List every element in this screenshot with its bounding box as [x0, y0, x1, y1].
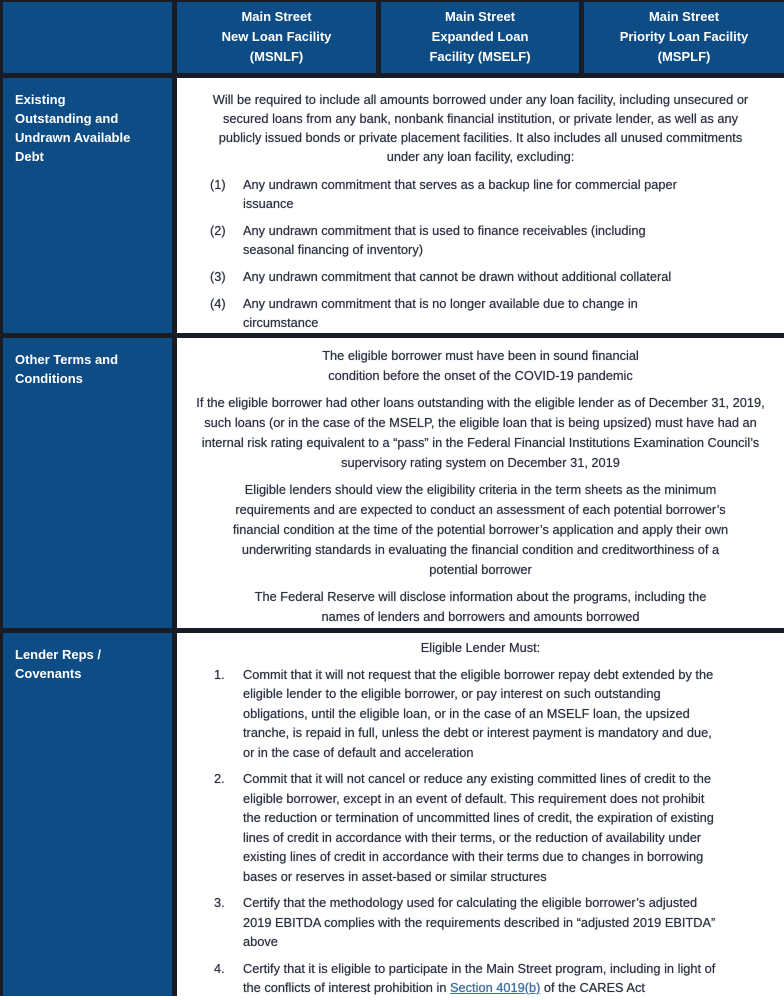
paragraph: The Federal Reserve will disclose information about the programs, including the names of lenders and borrowers and amounts borrowed — [254, 589, 707, 624]
row-label-text: Other Terms and Conditions — [15, 352, 119, 386]
intro-paragraph: Will be required to include all amounts borrowed under any loan facility, including unsecured or secured loans from any bank, nonbank financial institution, or private lender, as well as any publicly issued bonds or private placement facilities. It also includes all unused commitments under any loan facility, excluding: — [212, 92, 749, 164]
header-line: (MSNLF) — [249, 49, 304, 64]
list-item-text: Any undrawn commitment that is no longer available due to change in circumstance — [243, 296, 638, 330]
list-item — [191, 221, 770, 259]
column-header-mself — [381, 2, 579, 73]
header-line: Priority Loan Facility — [619, 29, 749, 44]
list-marker: (2) — [210, 223, 226, 238]
list-item — [191, 175, 770, 213]
row-content-existing-debt — [177, 78, 784, 333]
row-content-other-terms — [177, 338, 784, 628]
header-line: Main Street — [241, 9, 312, 24]
intro-paragraph: Eligible Lender Must: — [420, 640, 541, 655]
list-marker: 2. — [214, 771, 225, 786]
paragraph: Eligible lenders should view the eligibility criteria in the term sheets as the minimum requirements and are expected to conduct an assessment of each potential borrower’s financial condition at the time of the potential borrower’s application and apply their own underwriting standards in evaluating the financial condition and creditworthiness of a potential borrower — [232, 482, 729, 577]
row-label-text: Lender Reps / Covenants — [15, 647, 101, 681]
paragraph: If the eligible borrower had other loans outstanding with the eligible lender as of December 31, 2019, such loans (or in the case of the MSELP, the eligible loan that is being upsized) must have had an internal risk rating equivalent to a “pass” in the Federal Financial Institutions Examination Council’s supervisory rating system on December 31, 2019 — [196, 395, 765, 470]
list-item-text: of the CARES Act — [540, 980, 645, 995]
list-item — [191, 267, 770, 286]
header-line: (MSPLF) — [657, 49, 711, 64]
row-label-text: Existing Outstanding and Undrawn Available Debt — [15, 92, 131, 164]
list-item — [191, 893, 770, 952]
column-header-msnlf — [177, 2, 376, 73]
list-item-text: Certify that the methodology used for calculating the eligible borrower’s adjusted 2019 EBITDA complies with the requirements described in “adjusted 2019 EBITDA” above — [243, 895, 716, 949]
header-line: Facility (MSELF) — [429, 49, 531, 64]
list-item — [191, 769, 770, 886]
list-marker: 3. — [214, 895, 225, 910]
list-item-text: Commit that it will not cancel or reduce any existing committed lines of credit to the eligible borrower, except in an event of default. This requirement does not prohibit the reduction or termination of uncommitted lines of credit, the expiration of existing lines of credit in accordance with their terms, or the reduction of availability under existing lines of credit in accordance with their terms due to changes in borrowing bases or reserves in asset-based or similar structures — [243, 771, 714, 884]
header-line: Main Street — [444, 9, 516, 24]
list-item — [191, 959, 770, 997]
list-marker: (3) — [210, 269, 226, 284]
list-item-text: Certify that it is eligible to participate in the Main Street program, including in light of the conflicts of interest prohibition in — [243, 960, 716, 995]
header-empty-cell — [3, 2, 172, 73]
list-item-text: Commit that it will not request that the eligible borrower repay debt extended by the eligible lender to the eligible borrower, or pay interest on such outstanding obligations, until the eligible loan, or in the case of an MSELF loan, the upsized tranche, is repaid in full, unless the debt or interest payment is mandatory and due, or in the case of default and acceleration — [243, 666, 714, 760]
row-label-other-terms — [3, 338, 172, 628]
list-item-text: Any undrawn commitment that cannot be drawn without additional collateral — [243, 269, 672, 284]
column-header-msplf — [584, 2, 784, 73]
list-marker: (1) — [210, 177, 226, 192]
list-marker: (4) — [210, 296, 226, 311]
paragraph: The eligible borrower must have been in sound financial condition before the onset of the COVID-19 pandemic — [322, 348, 639, 383]
row-label-existing-debt — [3, 78, 172, 333]
row-label-lender-reps — [3, 633, 172, 996]
list-item-text: Any undrawn commitment that serves as a backup line for commercial paper issuance — [243, 177, 677, 211]
list-item — [191, 665, 770, 763]
list-item — [191, 294, 770, 332]
header-line: New Loan Facility — [221, 29, 332, 44]
header-line: Main Street — [648, 9, 720, 24]
list-marker: 4. — [214, 960, 225, 976]
list-item-text: Any undrawn commitment that is used to finance receivables (including seasonal financing of inventory) — [243, 223, 646, 257]
row-content-lender-reps — [177, 633, 784, 996]
header-line: Expanded Loan — [431, 29, 529, 44]
list-marker: 1. — [214, 666, 225, 682]
section-4019b-link[interactable]: Section 4019(b) — [450, 980, 541, 995]
